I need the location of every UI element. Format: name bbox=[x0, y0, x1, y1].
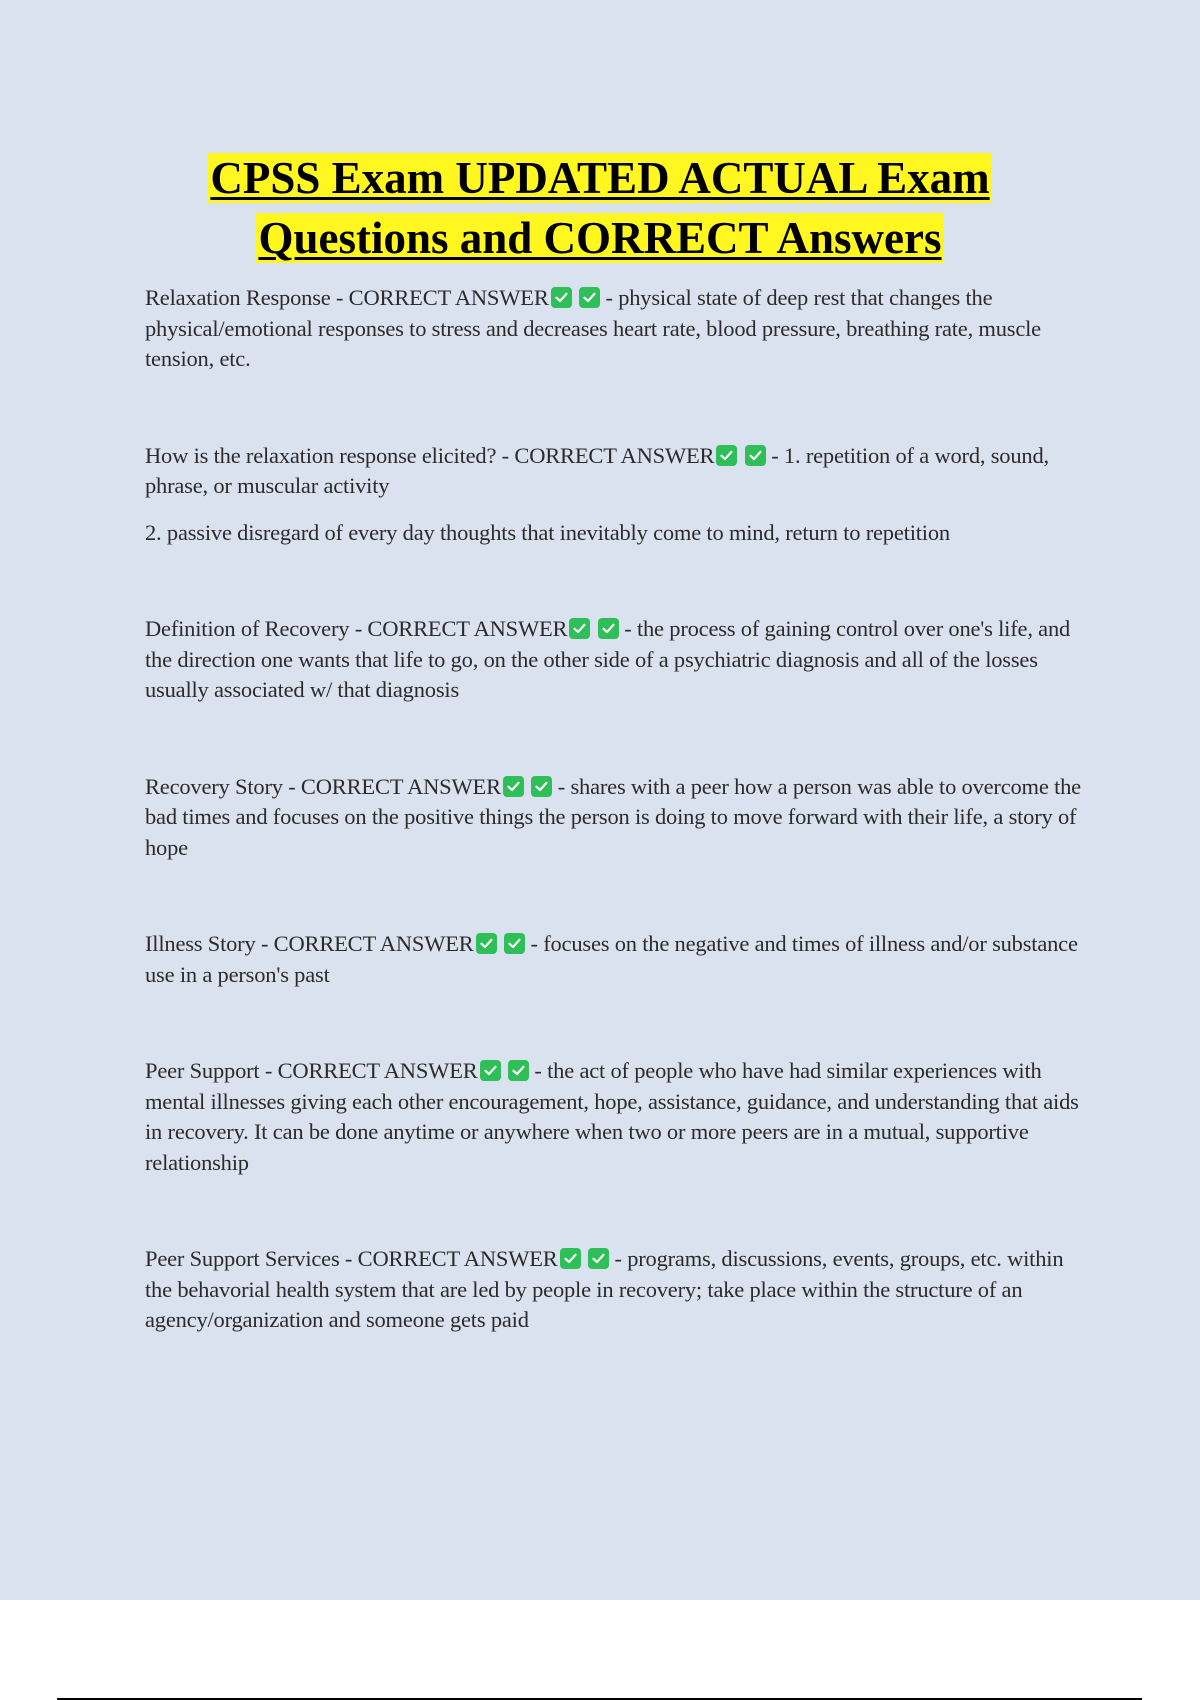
qa-answer: - programs, discussions, events, groups, etc. within the behavorial health system that are led by people in recovery; take place within the structure of an agency/organization and someone gets paid bbox=[145, 1246, 1064, 1332]
qa-entry bbox=[145, 772, 1090, 864]
title-line-2: Questions and CORRECT Answers bbox=[258, 213, 942, 263]
page-title bbox=[0, 148, 1200, 268]
qa-term: How is the relaxation response elicited? - CORRECT ANSWER bbox=[145, 442, 715, 468]
qa-answer-continued: 2. passive disregard of every day thoughts that inevitably come to mind, return to repetition bbox=[145, 519, 950, 545]
qa-list bbox=[145, 283, 1090, 1336]
check-mark-icon bbox=[579, 287, 600, 308]
qa-term: Peer Support Services - CORRECT ANSWER bbox=[145, 1246, 558, 1271]
check-mark-icon bbox=[598, 618, 619, 639]
qa-entry bbox=[145, 441, 1090, 549]
check-mark-icon bbox=[531, 776, 552, 797]
check-mark-icon bbox=[508, 1060, 529, 1081]
qa-entry bbox=[145, 929, 1090, 990]
qa-paragraph bbox=[145, 283, 1090, 375]
check-mark-icon bbox=[560, 1248, 581, 1269]
qa-term: Definition of Recovery - CORRECT ANSWER bbox=[145, 616, 568, 641]
qa-paragraph bbox=[145, 1056, 1090, 1178]
check-mark-icon bbox=[504, 933, 525, 954]
title-line-1: CPSS Exam UPDATED ACTUAL Exam bbox=[210, 153, 990, 203]
qa-paragraph bbox=[145, 614, 1090, 706]
qa-term: Relaxation Response - CORRECT ANSWER bbox=[145, 285, 549, 310]
qa-paragraph bbox=[145, 441, 1090, 502]
check-mark-icon bbox=[480, 1060, 501, 1081]
qa-entry bbox=[145, 614, 1090, 706]
check-mark-icon bbox=[503, 776, 524, 797]
qa-term: Recovery Story - CORRECT ANSWER bbox=[145, 773, 501, 799]
check-mark-icon bbox=[569, 618, 590, 639]
qa-paragraph bbox=[145, 1244, 1090, 1336]
qa-answer: - focuses on the negative and times of illness and/or substance use in a person's past bbox=[145, 931, 1078, 987]
qa-entry bbox=[145, 1244, 1090, 1336]
check-mark-icon bbox=[551, 287, 572, 308]
qa-entry bbox=[145, 283, 1090, 375]
check-mark-icon bbox=[745, 445, 766, 466]
qa-answer: - 1. repetition of a word, sound, phrase, or muscular activity bbox=[145, 442, 1049, 498]
qa-paragraph bbox=[145, 929, 1090, 990]
qa-term: Illness Story - CORRECT ANSWER bbox=[145, 931, 474, 956]
check-mark-icon bbox=[588, 1248, 609, 1269]
qa-answer: - physical state of deep rest that changes the physical/emotional responses to stress and decreases heart rate, blood pressure, breathing rate, muscle tension, etc. bbox=[145, 285, 1041, 371]
qa-paragraph bbox=[145, 772, 1090, 864]
check-mark-icon bbox=[476, 933, 497, 954]
qa-answer: - shares with a peer how a person was able to overcome the bad times and focuses on the positive things the person is doing to move forward with their life, a story of hope bbox=[145, 773, 1081, 860]
check-mark-icon bbox=[716, 445, 737, 466]
qa-entry bbox=[145, 1056, 1090, 1178]
qa-answer: - the process of gaining control over one's life, and the direction one wants that life to go, on the other side of a psychiatric diagnosis and all of the losses usually associated w/ that diagnosis bbox=[145, 616, 1071, 702]
qa-term: Peer Support - CORRECT ANSWER bbox=[145, 1058, 478, 1083]
qa-answer: - the act of people who have had similar experiences with mental illnesses giving each other encouragement, hope, assistance, guidance, and understanding that aids in recovery. It can be done anytime or anywhere when two or more peers are in a mutual, supportive relationship bbox=[145, 1058, 1079, 1175]
